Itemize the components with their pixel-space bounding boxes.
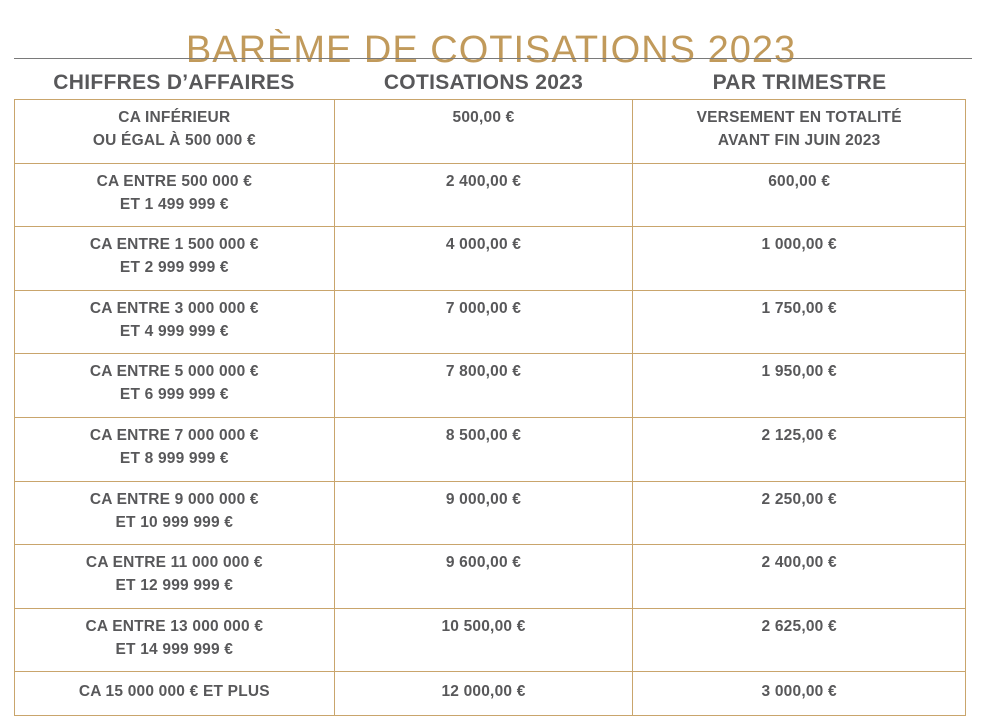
trimestre-cell: 1 750,00 € [633,291,966,355]
trimestre-cell: 600,00 € [633,164,966,228]
cotisation-cell: 9 600,00 € [335,545,634,609]
ca-cell: CA 15 000 000 € ET PLUS [15,672,335,716]
ca-cell: CA ENTRE 500 000 € ET 1 499 999 € [15,164,335,228]
trimestre-cell: 2 400,00 € [633,545,966,609]
ca-cell: CA ENTRE 11 000 000 € ET 12 999 999 € [15,545,335,609]
table-row [15,482,966,546]
table-header [14,66,966,100]
table-row [15,418,966,482]
cotisation-cell: 12 000,00 € [335,672,634,716]
trimestre-cell: 1 950,00 € [633,354,966,418]
table-row [15,672,966,716]
table-row [15,291,966,355]
cotisation-cell: 10 500,00 € [335,609,634,673]
table-row [15,609,966,673]
header-chiffres-affaires: CHIFFRES D’AFFAIRES [53,71,295,94]
header-cotisations: COTISATIONS 2023 [383,71,584,94]
cotisations-table [14,99,966,716]
ca-cell: CA ENTRE 5 000 000 € ET 6 999 999 € [15,354,335,418]
table-row [15,545,966,609]
ca-cell: CA ENTRE 9 000 000 € ET 10 999 999 € [15,482,335,546]
header-par-trimestre: PAR TRIMESTRE [712,71,887,94]
trimestre-cell: VERSEMENT EN TOTALITÉ AVANT FIN JUIN 2023 [633,100,966,164]
ca-cell: CA INFÉRIEUR OU ÉGAL À 500 000 € [15,100,335,164]
trimestre-cell: 3 000,00 € [633,672,966,716]
ca-cell: CA ENTRE 3 000 000 € ET 4 999 999 € [15,291,335,355]
cotisation-cell: 7 000,00 € [335,291,634,355]
ca-cell: CA ENTRE 7 000 000 € ET 8 999 999 € [15,418,335,482]
trimestre-cell: 2 625,00 € [633,609,966,673]
title-divider [14,58,972,59]
page-title: BARÈME DE COTISATIONS 2023 [185,29,797,72]
trimestre-cell: 2 250,00 € [633,482,966,546]
table-row [15,100,966,164]
cotisation-cell: 4 000,00 € [335,227,634,291]
trimestre-cell: 1 000,00 € [633,227,966,291]
table-row [15,164,966,228]
table-row [15,354,966,418]
cotisation-cell: 7 800,00 € [335,354,634,418]
ca-cell: CA ENTRE 1 500 000 € ET 2 999 999 € [15,227,335,291]
table-row [15,227,966,291]
cotisation-cell: 500,00 € [335,100,634,164]
trimestre-cell: 2 125,00 € [633,418,966,482]
ca-cell: CA ENTRE 13 000 000 € ET 14 999 999 € [15,609,335,673]
cotisation-cell: 2 400,00 € [335,164,634,228]
cotisation-cell: 9 000,00 € [335,482,634,546]
cotisation-cell: 8 500,00 € [335,418,634,482]
